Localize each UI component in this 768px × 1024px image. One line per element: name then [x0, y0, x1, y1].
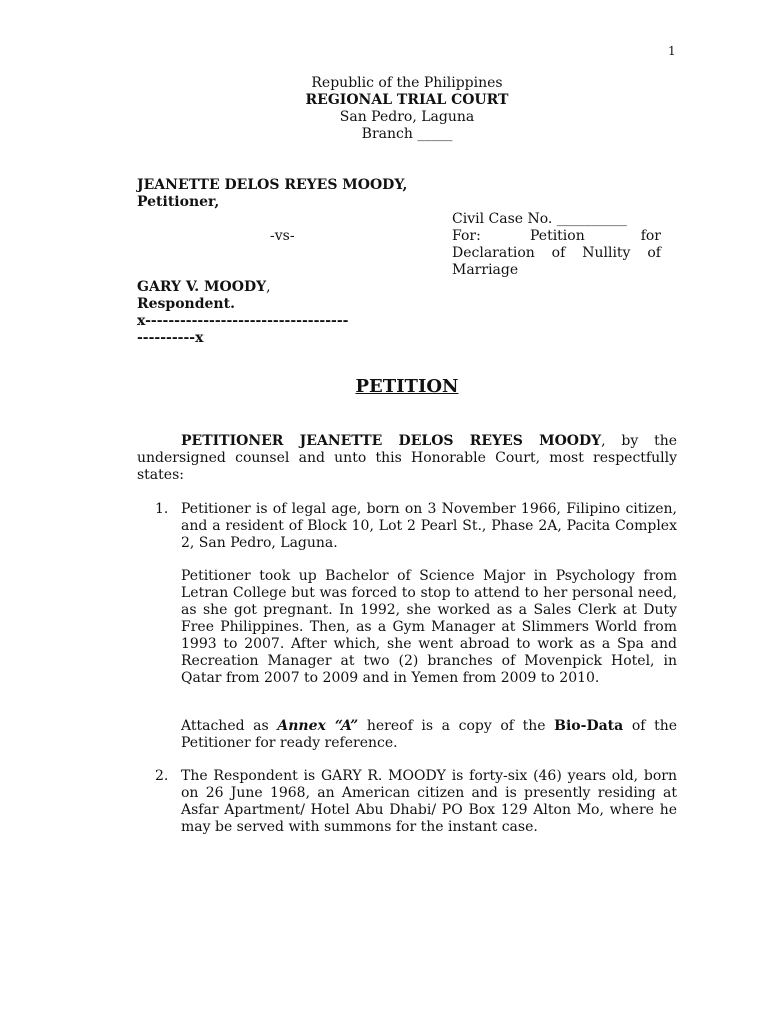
item-1-paragraph-3 [181, 718, 677, 752]
header-republic: Republic of the Philippines [311, 75, 503, 91]
respondent-name: GARY V. MOODY [137, 279, 267, 295]
header-court: REGIONAL TRIAL COURT [305, 92, 509, 108]
case-for-petition: Petition [530, 228, 585, 244]
caption-separator-1: x----------------------------------- [137, 313, 349, 329]
header-location: San Pedro, Laguna [339, 109, 475, 125]
intro-rest: , by the undersigned counsel and unto this Honorable Court, most respectfully states: [137, 433, 677, 483]
versus-label: -vs- [270, 228, 295, 244]
case-for-line2: Declaration of Nullity of [452, 245, 661, 261]
respondent-role: Respondent. [137, 296, 235, 312]
petitioner-name: JEANETTE DELOS REYES MOODY, [137, 177, 408, 193]
annex-post: of the Petitioner for ready reference. [181, 718, 677, 751]
page-number: 1 [668, 44, 676, 58]
intro-paragraph [137, 433, 677, 484]
item-2-text: The Respondent is GARY R. MOODY is forty-six (46) years old, born on 26 June 1968, an American citizen and is presently residing at Asfar Apartment/ Hotel Abu Dhabi/ PO Box 129 Alton Mo, where he may be served with summons for the instant case. [181, 768, 677, 835]
case-for-label: For: [452, 228, 481, 244]
header-branch: Branch _____ [361, 126, 453, 142]
item-2-number: 2. [155, 768, 169, 784]
case-for-for: for [640, 228, 661, 244]
annex-pre: Attached as [181, 718, 278, 734]
document-title: PETITION [355, 376, 459, 397]
respondent-name-line [137, 279, 271, 296]
annex-mid: hereof is a copy of the [358, 718, 555, 734]
caption-separator-2: ----------x [137, 330, 204, 346]
petitioner-role: Petitioner, [137, 194, 220, 210]
civil-case-no: Civil Case No. __________ [452, 211, 627, 227]
intro-lead: PETITIONER JEANETTE DELOS REYES MOODY [181, 433, 602, 449]
biodata-label: Bio-Data [554, 718, 624, 734]
item-1-text: Petitioner is of legal age, born on 3 November 1966, Filipino citizen, and a resident of Block 10, Lot 2 Pearl St., Phase 2A, Pacita Complex 2, San Pedro, Laguna. [181, 501, 677, 551]
respondent-comma: , [266, 279, 271, 295]
item-1-paragraph-2: Petitioner took up Bachelor of Science Major in Psychology from Letran College but was forced to stop to attend to her personal need, as she got pregnant. In 1992, she worked as a Sales Clerk at Duty Free Philippines. Then, as a Gym Manager at Slimmers World from 1993 to 2007. After which, she went abroad to work as a Spa and Recreation Manager at two (2) branches of Movenpick Hotel, in Qatar from 2007 to 2009 and in Yemen from 2009 to 2010. [181, 568, 677, 686]
item-1-number: 1. [155, 501, 169, 517]
case-for-line3: Marriage [452, 262, 519, 278]
annex-label: Annex “A” [277, 718, 359, 734]
